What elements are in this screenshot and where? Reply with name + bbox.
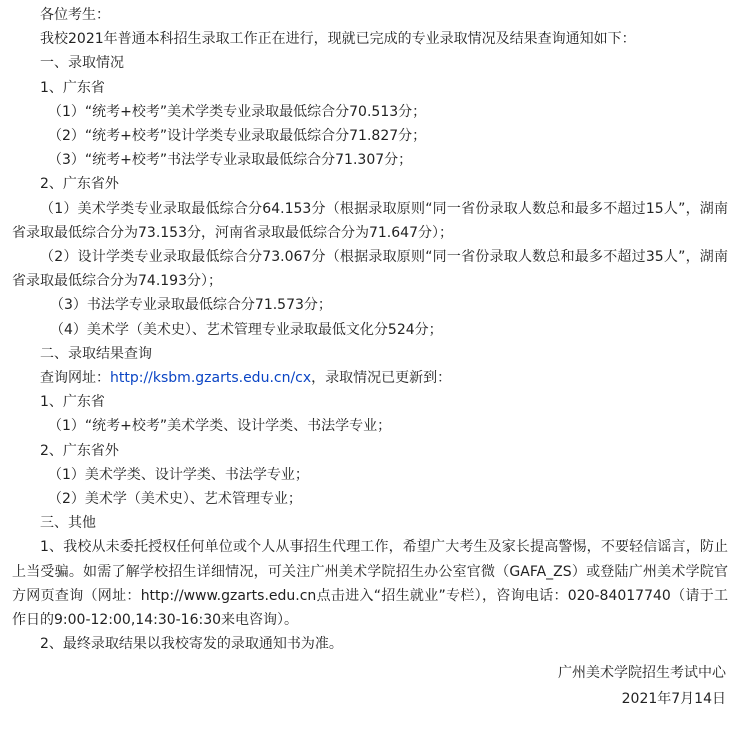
intro-text: 我校2021年普通本科招生录取工作正在进行，现就已完成的专业录取情况及结果查询通知如下： [40,31,636,48]
section-3-title: 三、其他 [40,515,96,532]
section-1-outside-title: 2、广东省外 [40,176,119,193]
section-1-outside-item-1: （1）美术学类专业录取最低综合分64.153分（根据录取原则“同一省份录取人数总和最多不超过15人”，湖南省录取最低综合分为73.153分，河南省录取最低综合分为71.647分）； [12,200,728,241]
signature: 广州美术学院招生考试中心 [558,665,726,682]
section-3-item-2: 2、最终录取结果以我校寄发的录取通知书为准。 [40,636,343,653]
section-1-guangdong-item: （1）“统考+校考”美术学类专业录取最低综合分70.513分； [48,103,427,120]
section-2-outside-item: （1）美术学类、设计学类、书法学专业； [48,466,309,483]
section-3-item-1: 1、我校从未委托授权任何单位或个人从事招生代理工作，希望广大考生及家长提高警惕，不要轻信谣言，防止上当受骗。如需了解学校招生详细情况，可关注广州美术学院招生办公室官微（GAFA_ZS）或登陆广州美术学院官方网页查询（网址：http://www.gzarts.edu.cn点击进入“招生就业”专栏），咨询电话：020-84017740（请于工作日的9:00-12:00,14:30-16:30来电咨询）。 [12,539,728,629]
query-prefix: 查询网址： [40,370,110,387]
section-2-guangdong-item: （1）“统考+校考”美术学类、设计学类、书法学专业； [48,418,392,435]
section-1-guangdong-title: 1、广东省 [40,79,105,96]
date: 2021年7月14日 [621,691,726,708]
section-1-title: 一、录取情况 [40,55,124,72]
section-2-outside-title: 2、广东省外 [40,442,119,459]
section-1-outside-item-2: （2）设计学类专业录取最低综合分73.067分（根据录取原则“同一省份录取人数总和最多不超过35人”，湖南省录取最低综合分为74.193分）； [12,249,728,290]
query-line [12,366,728,390]
section-2-outside-item: （2）美术学（美术史）、艺术管理专业； [48,491,302,508]
section-2-guangdong-title: 1、广东省 [40,394,105,411]
section-1-guangdong-item: （3）“统考+校考”书法学专业录取最低综合分71.307分； [48,152,413,169]
query-url-link[interactable]: http://ksbm.gzarts.edu.cn/cx [110,370,312,387]
section-1-outside-item-3: （3）书法学专业录取最低综合分71.573分； [50,297,332,314]
greeting: 各位考生： [40,7,110,23]
section-1-guangdong-item: （2）“统考+校考”设计学类专业录取最低综合分71.827分； [48,128,427,145]
section-2-title: 二、录取结果查询 [40,345,152,362]
query-suffix: ，录取情况已更新到： [311,370,452,387]
section-1-outside-item-4: （4）美术学（美术史）、艺术管理专业录取最低文化分524分； [50,321,443,338]
